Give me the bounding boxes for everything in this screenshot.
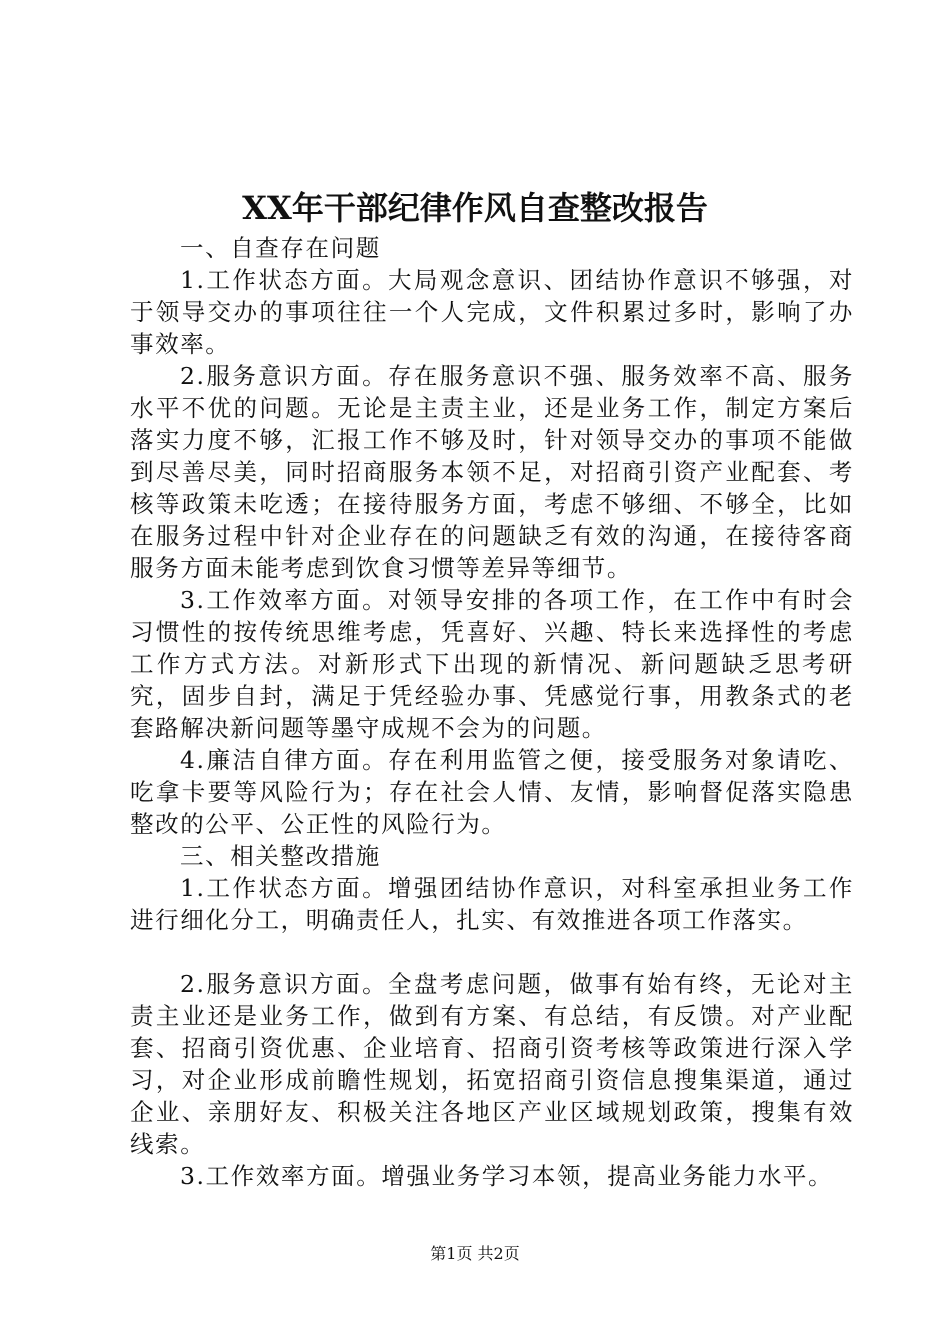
paragraph-measure-efficiency: 3.工作效率方面。增强业务学习本领，提高业务能力水平。	[180, 1162, 834, 1190]
document-body	[130, 232, 854, 1192]
paragraph-measure-work-status: 1.工作状态方面。增强团结协作意识，对科室承担业务工作进行细化分工，明确责任人，扎实、有效推进各项工作落实。	[130, 874, 854, 934]
paragraph-integrity: 4.廉洁自律方面。存在利用监管之便，接受服务对象请吃、吃拿卡要等风险行为；存在社会人情、友情，影响督促落实隐患整改的公平、公正性的风险行为。	[130, 746, 854, 838]
paragraph-work-status: 1.工作状态方面。大局观念意识、团结协作意识不够强，对于领导交办的事项往往一个人完成，文件积累过多时，影响了办事效率。	[130, 266, 854, 358]
paragraph-work-efficiency: 3.工作效率方面。对领导安排的各项工作，在工作中有时会习惯性的按传统思维考虑，凭喜好、兴趣、特长来选择性的考虑工作方式方法。对新形式下出现的新情况、新问题缺乏思考研究，固步自封，满足于凭经验办事、凭感觉行事，用教条式的老套路解决新问题等墨守成规不会为的问题。	[130, 586, 854, 742]
document-title: XX年干部纪律作风自查整改报告	[242, 189, 708, 227]
paragraph-measure-service: 2.服务意识方面。全盘考虑问题，做事有始有终，无论对主责主业还是业务工作，做到有方案、有总结，有反馈。对产业配套、招商引资优惠、企业培育、招商引资考核等政策进行深入学习，对企业形成前瞻性规划，拓宽招商引资信息搜集渠道，通过企业、亲朋好友、积极关注各地区产业区域规划政策，搜集有效线索。	[130, 970, 854, 1158]
paragraph-service-awareness: 2.服务意识方面。存在服务意识不强、服务效率不高、服务水平不优的问题。无论是主责主业，还是业务工作，制定方案后落实力度不够，汇报工作不够及时，针对领导交办的事项不能做到尽善尽美，同时招商服务本领不足，对招商引资产业配套、考核等政策未吃透；在接待服务方面，考虑不够细、不够全，比如在服务过程中针对企业存在的问题缺乏有效的沟通，在接待客商服务方面未能考虑到饮食习惯等差异等细节。	[130, 362, 854, 582]
section-heading-problems: 一、自查存在问题	[180, 234, 381, 262]
section-heading-measures: 三、相关整改措施	[180, 842, 381, 870]
page-number-footer: 第1页 共2页	[430, 1244, 520, 1263]
